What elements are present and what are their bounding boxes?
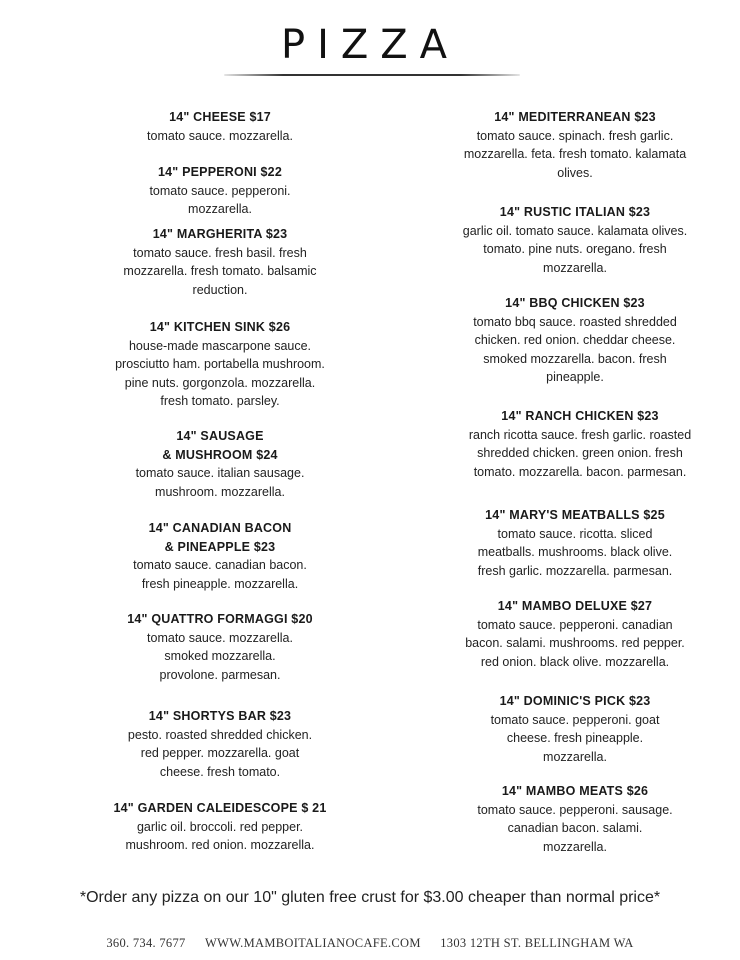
item-description: tomato sauce. pepperoni. canadian bacon. salami. mushrooms. red pepper. red onion. black olive. mozzarella.	[465, 617, 685, 669]
item-name: 14" MARY'S MEATBALLS $25	[485, 508, 665, 522]
website-link[interactable]: WWW.MAMBOITALIANOCAFE.COM	[205, 936, 421, 950]
menu-item-kitchen-sink	[90, 318, 350, 411]
page-title: PIZZA	[280, 22, 460, 68]
item-name: 14" GARDEN CALEIDESCOPE $ 21	[113, 801, 327, 815]
address: 1303 12TH ST. BELLINGHAM WA	[440, 936, 634, 950]
item-name: 14" CANADIAN BACON & PINEAPPLE $23	[148, 521, 292, 554]
item-description: tomato sauce. mozzarella.	[147, 128, 293, 143]
item-description: tomato bbq sauce. roasted shredded chicken. red onion. cheddar cheese. smoked mozzarella. bacon. fresh pineapple.	[473, 314, 677, 384]
item-description: tomato sauce. italian sausage. mushroom. mozzarella.	[135, 466, 305, 499]
item-description: tomato sauce. ricotta. sliced meatballs. mushrooms. black olive. fresh garlic. mozzarella. parmesan.	[477, 526, 673, 578]
item-name: 14" MAMBO DELUXE $27	[497, 599, 653, 613]
item-description: tomato sauce. pepperoni. goat cheese. fresh pineapple. mozzarella.	[490, 712, 660, 764]
item-name: 14" RUSTIC ITALIAN $23	[499, 205, 651, 219]
menu-item-mambo-deluxe	[425, 597, 725, 671]
menu-item-margherita	[90, 225, 350, 299]
menu-item-canadian-bacon-pineapple	[90, 519, 350, 593]
gluten-free-note: *Order any pizza on our 10" gluten free crust for $3.00 cheaper than normal price*	[79, 889, 661, 906]
title-divider	[224, 74, 520, 76]
menu-item-marys-meatballs	[425, 506, 725, 580]
menu-item-cheese	[90, 108, 350, 145]
item-name: 14" MARGHERITA $23	[152, 227, 288, 241]
item-name: 14" BBQ CHICKEN $23	[505, 296, 645, 310]
item-description: tomato sauce. fresh basil. fresh mozzarella. fresh tomato. balsamic reduction.	[123, 245, 317, 297]
menu-item-sausage-mushroom	[90, 427, 350, 501]
item-description: tomato sauce. canadian bacon. fresh pineapple. mozzarella.	[133, 558, 307, 591]
item-description: tomato sauce. pepperoni. mozzarella.	[149, 183, 291, 216]
item-name: 14" MEDITERRANEAN $23	[494, 110, 656, 124]
item-description: pesto. roasted shredded chicken. red pepper. mozzarella. goat cheese. fresh tomato.	[127, 727, 313, 779]
menu-item-mambo-meats	[425, 782, 725, 856]
item-description: tomato sauce. mozzarella. smoked mozzarella. provolone. parmesan.	[147, 630, 293, 682]
item-name: 14" QUATTRO FORMAGGI $20	[127, 612, 313, 626]
item-name: 14" MAMBO MEATS $26	[501, 784, 649, 798]
item-name: 14" SAUSAGE & MUSHROOM $24	[162, 429, 278, 462]
item-name: 14" CHEESE $17	[169, 110, 271, 124]
item-description: garlic oil. broccoli. red pepper. mushroom. red onion. mozzarella.	[125, 819, 315, 852]
menu-item-dominics-pick	[425, 692, 725, 766]
item-name: 14" DOMINIC'S PICK $23	[499, 694, 651, 708]
item-description: tomato sauce. pepperoni. sausage. canadian bacon. salami. mozzarella.	[477, 802, 673, 854]
menu-item-mediterranean	[425, 108, 725, 182]
item-name: 14" RANCH CHICKEN $23	[501, 409, 659, 423]
item-description: ranch ricotta sauce. fresh garlic. roasted shredded chicken. green onion. fresh tomato. mozzarella. bacon. parmesan.	[468, 427, 692, 479]
phone-number: 360. 734. 7677	[106, 936, 186, 950]
item-name: 14" PEPPERONI $22	[158, 165, 282, 179]
menu-item-pepperoni	[90, 163, 350, 219]
item-description: tomato sauce. spinach. fresh garlic. mozzarella. feta. fresh tomato. kalamata olives.	[463, 128, 687, 180]
menu-item-bbq-chicken	[425, 294, 725, 387]
menu-item-garden-caleidescope	[85, 799, 355, 855]
menu-item-shortys-bar	[90, 707, 350, 781]
menu-item-rustic-italian	[425, 203, 725, 277]
footer	[0, 936, 740, 951]
item-description: garlic oil. tomato sauce. kalamata olives. tomato. pine nuts. oregano. fresh mozzarella.	[462, 223, 688, 275]
menu-item-ranch-chicken	[430, 407, 730, 481]
item-name: 14" SHORTYS BAR $23	[148, 709, 292, 723]
menu-item-quattro-formaggi	[90, 610, 350, 684]
item-description: house-made mascarpone sauce. prosciutto ham. portabella mushroom. pine nuts. gorgonzola. mozzarella. fresh tomato. parsley.	[115, 338, 325, 408]
item-name: 14" KITCHEN SINK $26	[149, 320, 291, 334]
